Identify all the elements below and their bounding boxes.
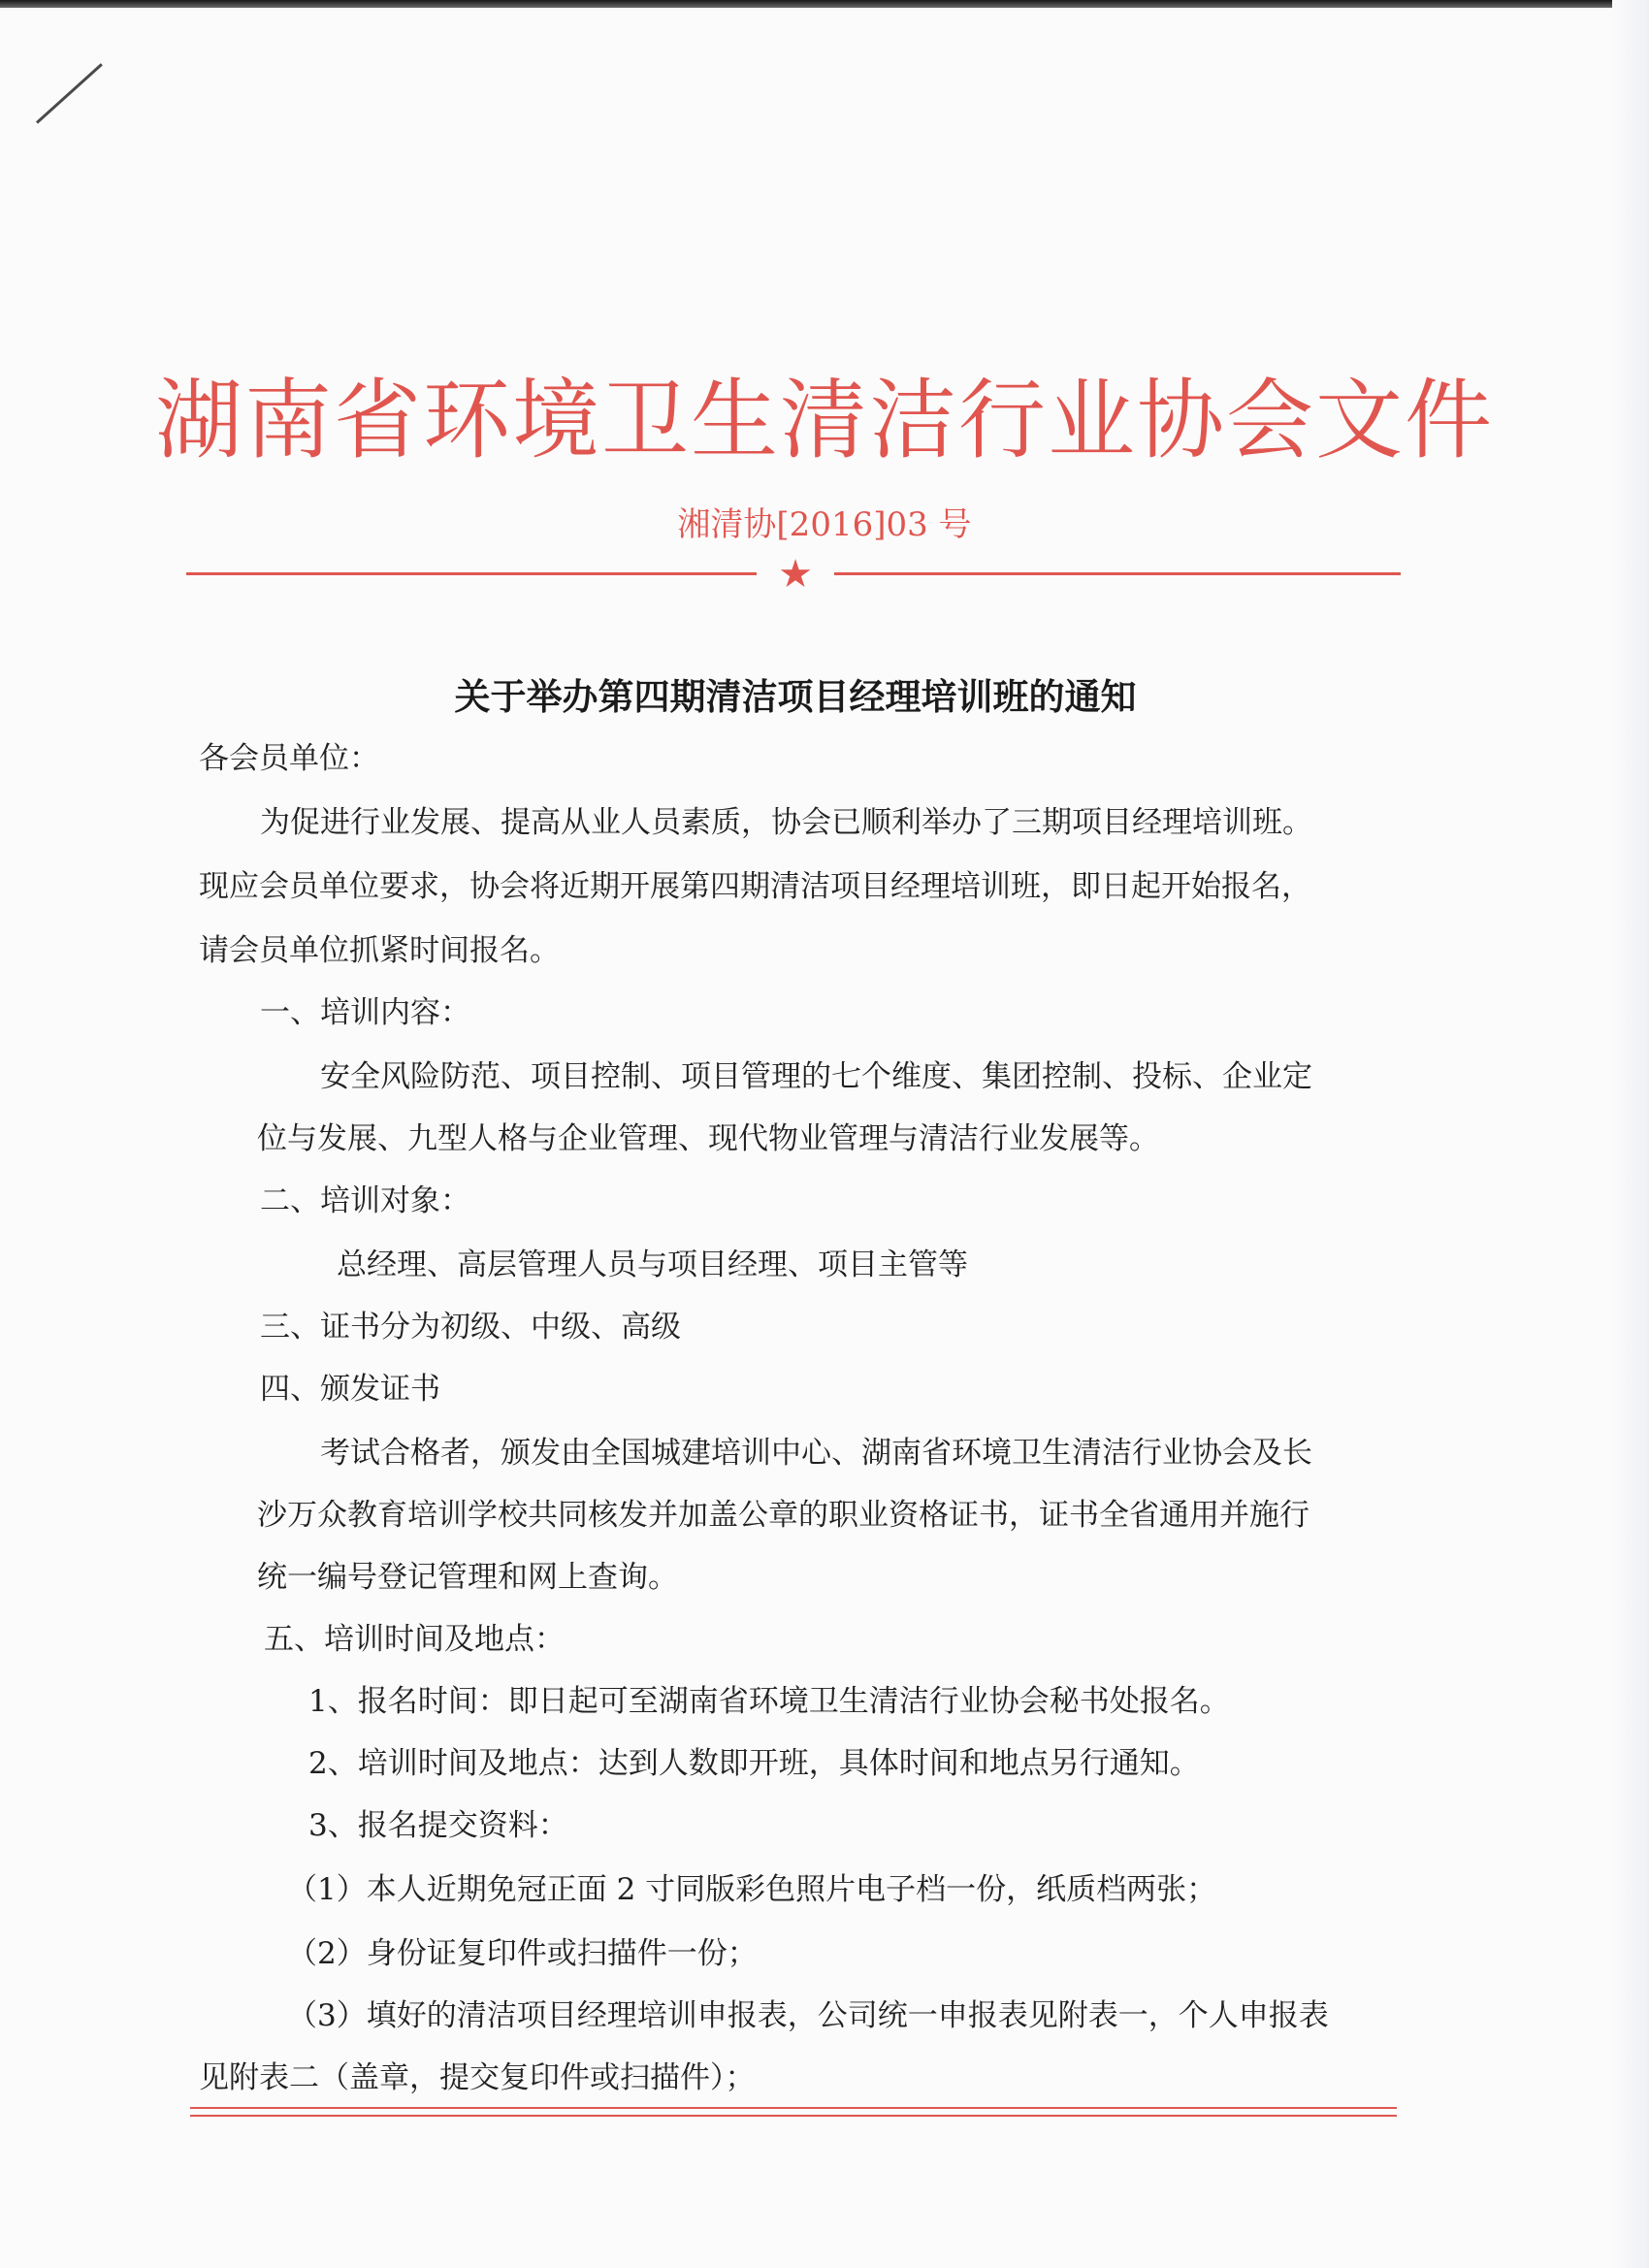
section-heading-certificate-levels: 三、证书分为初级、中级、高级 [260, 1310, 681, 1345]
star-icon: ★ [778, 552, 813, 597]
scan-right-edge [1612, 0, 1649, 2268]
section-body-line: 考试合格者，颁发由全国城建培训中心、湖南省环境卫生清洁行业协会及长 [320, 1436, 1312, 1471]
notice-title: 关于举办第四期清洁项目经理培训班的通知 [454, 675, 1137, 718]
document-number: 湘清协[2016]03 号 [677, 505, 972, 544]
section-heading-time-place: 五、培训时间及地点： [264, 1622, 565, 1657]
header-rule-left [186, 572, 757, 575]
salutation: 各会员单位： [199, 741, 379, 776]
list-item: 1、报名时间：即日起可至湖南省环境卫生清洁行业协会秘书处报名。 [308, 1684, 1230, 1719]
section-heading-audience: 二、培训对象： [260, 1183, 470, 1218]
material-item: 见附表二（盖章，提交复印件或扫描件）； [199, 2060, 756, 2095]
material-item: （1）本人近期免冠正面 2 寸同版彩色照片电子档一份，纸质档两张； [287, 1872, 1217, 1907]
intro-line: 现应会员单位要求，协会将近期开展第四期清洁项目经理培训班，即日起开始报名， [199, 869, 1311, 904]
staple-mark [36, 63, 103, 123]
intro-line: 请会员单位抓紧时间报名。 [199, 933, 560, 968]
header-rule-right [834, 572, 1401, 575]
letterhead-title: 湖南省环境卫生清洁行业协会文件 [155, 370, 1494, 471]
list-item: 3、报名提交资料： [308, 1808, 568, 1843]
material-item: （3）填好的清洁项目经理培训申报表，公司统一申报表见附表一，个人申报表 [287, 1998, 1329, 2033]
intro-line: 为促进行业发展、提高从业人员素质，协会已顺利举办了三期项目经理培训班。 [260, 805, 1312, 840]
footer-rule-top [190, 2107, 1397, 2109]
scan-top-edge [0, 0, 1649, 8]
section-heading-certificate-issue: 四、颁发证书 [260, 1372, 440, 1407]
list-item: 2、培训时间及地点：达到人数即开班，具体时间和地点另行通知。 [308, 1746, 1200, 1781]
material-item: （2）身份证复印件或扫描件一份； [287, 1936, 758, 1971]
footer-rule-bottom [190, 2115, 1397, 2117]
section-body-line: 统一编号登记管理和网上查询。 [257, 1560, 678, 1595]
section-body-line: 位与发展、九型人格与企业管理、现代物业管理与清洁行业发展等。 [257, 1121, 1159, 1156]
section-body-line: 沙万众教育培训学校共同核发并加盖公章的职业资格证书，证书全省通用并施行 [257, 1498, 1310, 1533]
section-body-line: 总经理、高层管理人员与项目经理、项目主管等 [337, 1247, 968, 1282]
section-heading-content: 一、培训内容： [260, 995, 470, 1030]
section-body-line: 安全风险防范、项目控制、项目管理的七个维度、集团控制、投标、企业定 [320, 1059, 1312, 1094]
